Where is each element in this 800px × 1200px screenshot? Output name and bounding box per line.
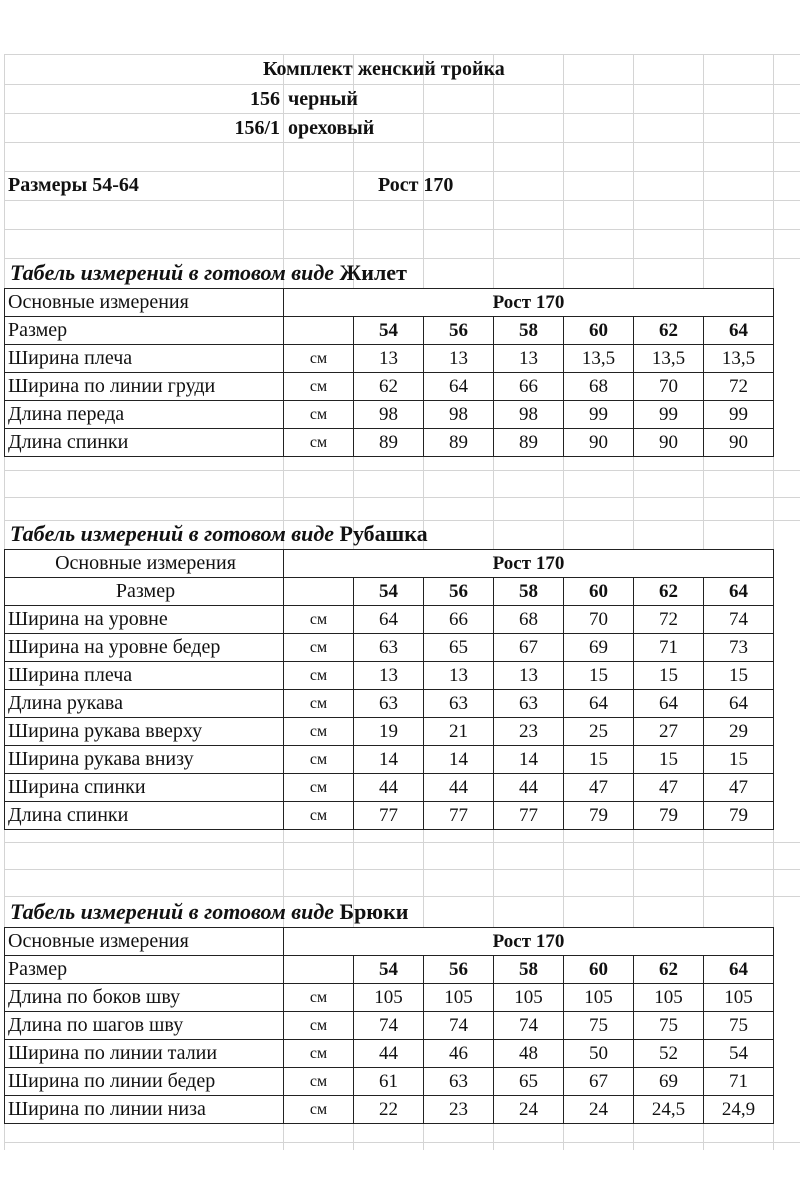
unit-cell: см: [284, 662, 354, 690]
grid-line: [4, 258, 800, 259]
table-title-text: Табель измерений в готовом виде: [10, 899, 335, 924]
value-cell: 44: [354, 774, 424, 802]
value-cell: 44: [494, 774, 564, 802]
value-cell: 24: [564, 1096, 634, 1124]
table-row: [5, 373, 774, 401]
measure-name: Ширина по линии талии: [5, 1040, 284, 1068]
size-cell: 56: [424, 317, 494, 345]
size-row: [5, 956, 774, 984]
growth-label: Рост 170: [284, 289, 774, 317]
value-cell: 52: [634, 1040, 704, 1068]
table-head-row: [5, 550, 774, 578]
size-cell: 58: [494, 956, 564, 984]
table-row: [5, 1012, 774, 1040]
measurement-table-shirt: [4, 549, 774, 830]
value-cell: 73: [704, 634, 774, 662]
value-cell: 77: [494, 802, 564, 830]
measure-name: Ширина рукава вверху: [5, 718, 284, 746]
value-cell: 63: [424, 1068, 494, 1096]
value-cell: 68: [564, 373, 634, 401]
value-cell: 63: [424, 690, 494, 718]
table-product: Рубашка: [339, 521, 428, 546]
value-cell: 105: [634, 984, 704, 1012]
empty-cell: [284, 317, 354, 345]
table-row: [5, 1068, 774, 1096]
color-code: 156/1: [234, 117, 280, 139]
measure-name: Ширина на уровне бедер: [5, 634, 284, 662]
value-cell: 61: [354, 1068, 424, 1096]
grid-line: [4, 842, 800, 843]
value-cell: 89: [424, 429, 494, 457]
value-cell: 71: [704, 1068, 774, 1096]
value-cell: 70: [564, 606, 634, 634]
size-cell: 58: [494, 317, 564, 345]
measurement-table-trousers: [4, 927, 774, 1124]
table-row: [5, 984, 774, 1012]
value-cell: 13: [354, 345, 424, 373]
table-head-row: [5, 928, 774, 956]
measure-name: Длина рукава: [5, 690, 284, 718]
grid-line: [4, 869, 800, 870]
measure-name: Ширина по линии груди: [5, 373, 284, 401]
value-cell: 74: [494, 1012, 564, 1040]
grid-line: [4, 200, 800, 201]
value-cell: 63: [354, 634, 424, 662]
value-cell: 74: [354, 1012, 424, 1040]
size-cell: 62: [634, 578, 704, 606]
value-cell: 15: [704, 746, 774, 774]
unit-cell: см: [284, 1040, 354, 1068]
unit-cell: см: [284, 1012, 354, 1040]
size-row: [5, 578, 774, 606]
value-cell: 15: [634, 746, 704, 774]
value-cell: 90: [704, 429, 774, 457]
grid-line: [4, 497, 800, 498]
value-cell: 24,9: [704, 1096, 774, 1124]
value-cell: 14: [354, 746, 424, 774]
grid-line: [4, 896, 800, 897]
size-cell: 60: [564, 578, 634, 606]
value-cell: 105: [354, 984, 424, 1012]
size-cell: 54: [354, 578, 424, 606]
table-head-row: [5, 289, 774, 317]
value-cell: 99: [704, 401, 774, 429]
table-row: [5, 606, 774, 634]
table-title-text: Табель измерений в готовом виде: [10, 260, 335, 285]
size-label: Размер: [5, 317, 284, 345]
size-label: Размер: [5, 578, 284, 606]
value-cell: 63: [494, 690, 564, 718]
empty-cell: [284, 956, 354, 984]
value-cell: 89: [494, 429, 564, 457]
value-cell: 19: [354, 718, 424, 746]
value-cell: 67: [494, 634, 564, 662]
unit-cell: см: [284, 984, 354, 1012]
unit-cell: см: [284, 345, 354, 373]
value-cell: 64: [704, 690, 774, 718]
value-cell: 47: [704, 774, 774, 802]
value-cell: 13: [354, 662, 424, 690]
table-row: [5, 429, 774, 457]
value-cell: 98: [494, 401, 564, 429]
value-cell: 66: [494, 373, 564, 401]
grid-line: [4, 142, 800, 143]
value-cell: 29: [704, 718, 774, 746]
grid-line: [4, 1142, 800, 1143]
unit-cell: см: [284, 1096, 354, 1124]
size-cell: 62: [634, 317, 704, 345]
value-cell: 15: [564, 662, 634, 690]
value-cell: 72: [634, 606, 704, 634]
measure-name: Длина спинки: [5, 802, 284, 830]
value-cell: 14: [494, 746, 564, 774]
value-cell: 98: [354, 401, 424, 429]
size-cell: 64: [704, 317, 774, 345]
value-cell: 65: [494, 1068, 564, 1096]
value-cell: 23: [494, 718, 564, 746]
value-cell: 13,5: [634, 345, 704, 373]
value-cell: 62: [354, 373, 424, 401]
value-cell: 13,5: [704, 345, 774, 373]
value-cell: 15: [704, 662, 774, 690]
size-cell: 58: [494, 578, 564, 606]
table-row: [5, 746, 774, 774]
grid-line: [4, 470, 800, 471]
value-cell: 75: [704, 1012, 774, 1040]
size-cell: 60: [564, 956, 634, 984]
unit-cell: см: [284, 634, 354, 662]
color-code: 156: [250, 88, 280, 110]
value-cell: 71: [634, 634, 704, 662]
table-row: [5, 802, 774, 830]
value-cell: 24,5: [634, 1096, 704, 1124]
value-cell: 46: [424, 1040, 494, 1068]
table-title: [10, 260, 407, 286]
value-cell: 90: [564, 429, 634, 457]
unit-cell: см: [284, 746, 354, 774]
value-cell: 70: [634, 373, 704, 401]
value-cell: 77: [424, 802, 494, 830]
measure-name: Длина по боков шву: [5, 984, 284, 1012]
value-cell: 105: [704, 984, 774, 1012]
measure-name: Ширина по линии бедер: [5, 1068, 284, 1096]
measure-name: Длина спинки: [5, 429, 284, 457]
unit-cell: см: [284, 802, 354, 830]
table-product: Жилет: [339, 260, 407, 285]
value-cell: 105: [564, 984, 634, 1012]
table-row: [5, 690, 774, 718]
value-cell: 15: [564, 746, 634, 774]
table-row: [5, 1096, 774, 1124]
value-cell: 75: [564, 1012, 634, 1040]
measurement-table-vest: [4, 288, 774, 457]
measure-name: Длина переда: [5, 401, 284, 429]
unit-cell: см: [284, 718, 354, 746]
value-cell: 89: [354, 429, 424, 457]
value-cell: 74: [704, 606, 774, 634]
color-name: черный: [288, 88, 358, 110]
table-row: [5, 1040, 774, 1068]
value-cell: 99: [634, 401, 704, 429]
value-cell: 79: [564, 802, 634, 830]
unit-cell: см: [284, 774, 354, 802]
value-cell: 63: [354, 690, 424, 718]
value-cell: 25: [564, 718, 634, 746]
value-cell: 44: [354, 1040, 424, 1068]
value-cell: 64: [424, 373, 494, 401]
color-name: ореховый: [288, 117, 375, 139]
size-row: [5, 317, 774, 345]
measure-name: Ширина плеча: [5, 662, 284, 690]
sizes-range: Размеры 54-64: [8, 174, 139, 196]
value-cell: 75: [634, 1012, 704, 1040]
grid-line: [4, 171, 800, 172]
size-label: Размер: [5, 956, 284, 984]
value-cell: 13,5: [564, 345, 634, 373]
value-cell: 68: [494, 606, 564, 634]
unit-cell: см: [284, 690, 354, 718]
growth-label: Рост 170: [284, 928, 774, 956]
empty-cell: [284, 578, 354, 606]
head-label: Основные измерения: [5, 289, 284, 317]
size-cell: 56: [424, 578, 494, 606]
grid-line: [4, 84, 800, 85]
value-cell: 13: [424, 662, 494, 690]
table-title: [10, 899, 408, 925]
value-cell: 99: [564, 401, 634, 429]
measure-name: Ширина плеча: [5, 345, 284, 373]
value-cell: 72: [704, 373, 774, 401]
value-cell: 79: [704, 802, 774, 830]
value-cell: 105: [494, 984, 564, 1012]
value-cell: 15: [634, 662, 704, 690]
table-row: [5, 718, 774, 746]
value-cell: 67: [564, 1068, 634, 1096]
value-cell: 79: [634, 802, 704, 830]
value-cell: 22: [354, 1096, 424, 1124]
table-product: Брюки: [339, 899, 409, 924]
height-label: Рост 170: [378, 174, 454, 196]
size-cell: 56: [424, 956, 494, 984]
value-cell: 13: [494, 662, 564, 690]
value-cell: 44: [424, 774, 494, 802]
size-cell: 54: [354, 317, 424, 345]
value-cell: 23: [424, 1096, 494, 1124]
table-title: [10, 521, 428, 547]
value-cell: 64: [564, 690, 634, 718]
value-cell: 47: [634, 774, 704, 802]
size-cell: 60: [564, 317, 634, 345]
table-title-text: Табель измерений в готовом виде: [10, 521, 335, 546]
value-cell: 14: [424, 746, 494, 774]
size-cell: 62: [634, 956, 704, 984]
growth-label: Рост 170: [284, 550, 774, 578]
value-cell: 50: [564, 1040, 634, 1068]
unit-cell: см: [284, 429, 354, 457]
size-cell: 54: [354, 956, 424, 984]
value-cell: 27: [634, 718, 704, 746]
value-cell: 66: [424, 606, 494, 634]
value-cell: 54: [704, 1040, 774, 1068]
value-cell: 13: [494, 345, 564, 373]
value-cell: 47: [564, 774, 634, 802]
value-cell: 64: [634, 690, 704, 718]
value-cell: 64: [354, 606, 424, 634]
document-title: Комплект женский тройка: [263, 58, 505, 80]
value-cell: 69: [564, 634, 634, 662]
value-cell: 21: [424, 718, 494, 746]
grid-line: [4, 113, 800, 114]
measure-name: Длина по шагов шву: [5, 1012, 284, 1040]
unit-cell: см: [284, 606, 354, 634]
value-cell: 105: [424, 984, 494, 1012]
unit-cell: см: [284, 373, 354, 401]
value-cell: 24: [494, 1096, 564, 1124]
table-row: [5, 774, 774, 802]
measure-name: Ширина рукава внизу: [5, 746, 284, 774]
size-cell: 64: [704, 956, 774, 984]
size-cell: 64: [704, 578, 774, 606]
unit-cell: см: [284, 401, 354, 429]
value-cell: 74: [424, 1012, 494, 1040]
value-cell: 65: [424, 634, 494, 662]
value-cell: 48: [494, 1040, 564, 1068]
table-row: [5, 662, 774, 690]
value-cell: 98: [424, 401, 494, 429]
unit-cell: см: [284, 1068, 354, 1096]
measure-name: Ширина на уровне: [5, 606, 284, 634]
table-row: [5, 634, 774, 662]
table-row: [5, 345, 774, 373]
measure-name: Ширина по линии низа: [5, 1096, 284, 1124]
head-label: Основные измерения: [5, 928, 284, 956]
measure-name: Ширина спинки: [5, 774, 284, 802]
grid-line: [4, 229, 800, 230]
value-cell: 77: [354, 802, 424, 830]
value-cell: 69: [634, 1068, 704, 1096]
value-cell: 90: [634, 429, 704, 457]
head-label: Основные измерения: [5, 550, 284, 578]
grid-line: [4, 54, 800, 55]
table-row: [5, 401, 774, 429]
value-cell: 13: [424, 345, 494, 373]
